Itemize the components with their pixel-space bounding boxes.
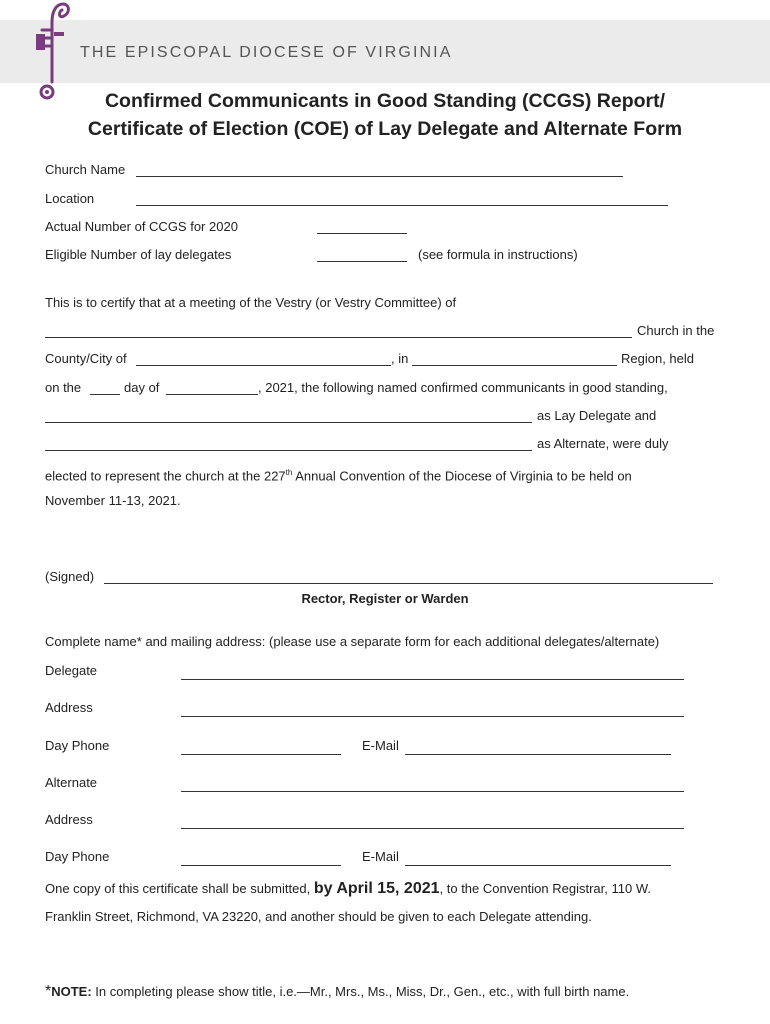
contacts-intro: Complete name* and mailing address: (please use a separate form for each additional delegates/alternate) — [45, 634, 660, 649]
region-field[interactable] — [412, 365, 617, 366]
convention-dates: November 11-13, 2021. — [45, 493, 181, 508]
lay-delegate-name-field[interactable] — [45, 422, 532, 423]
on-the-text: on the — [45, 380, 82, 395]
name-note: *NOTE: In completing please show title, i.e.—Mr., Mrs., Ms., Miss, Dr., Gen., etc., with full birth name. — [45, 983, 630, 1000]
delegate-day-phone-field[interactable] — [181, 754, 341, 755]
church-name-field[interactable] — [136, 176, 623, 177]
vestry-church-field[interactable] — [45, 337, 632, 338]
delegate-label: Delegate — [45, 663, 98, 678]
eligible-delegates-field[interactable] — [317, 261, 407, 262]
submission-line2: Franklin Street, Richmond, VA 23220, and another should be given to each Delegate attending. — [45, 909, 592, 924]
form-title-line2: Certificate of Election (COE) of Lay Delegate and Alternate Form — [87, 118, 683, 140]
county-city-field[interactable] — [136, 365, 391, 366]
meeting-month-field[interactable] — [166, 394, 258, 395]
elected-text: elected to represent the church at the 227th Annual Convention of the Diocese of Virginia to be held on — [45, 468, 632, 484]
year-text: , 2021, the following named confirmed communicants in good standing, — [258, 380, 668, 395]
meeting-day-field[interactable] — [90, 394, 120, 395]
location-label: Location — [45, 191, 95, 206]
church-in-the-text: Church in the — [637, 323, 715, 338]
in-text: , in — [391, 351, 409, 366]
org-name: THE EPISCOPAL DIOCESE OF VIRGINIA — [80, 44, 453, 61]
day-of-text: day of — [124, 380, 160, 395]
actual-ccgs-field[interactable] — [317, 233, 407, 234]
delegate-address-label: Address — [45, 700, 93, 715]
alternate-day-phone-field[interactable] — [181, 865, 341, 866]
form-title-line1: Confirmed Communicants in Good Standing (CCGS) Report/ — [104, 90, 666, 112]
signed-label: (Signed) — [45, 569, 95, 584]
delegate-name-field[interactable] — [181, 679, 684, 680]
alternate-name-field[interactable] — [45, 450, 532, 451]
as-alternate-text: as Alternate, were duly — [537, 436, 669, 451]
submission-line1: One copy of this certificate shall be submitted, by April 15, 2021, to the Convention Registrar, 110 W. — [45, 880, 652, 897]
location-field[interactable] — [136, 205, 668, 206]
as-lay-delegate-text: as Lay Delegate and — [537, 408, 657, 423]
delegate-email-field[interactable] — [405, 754, 671, 755]
certify-intro: This is to certify that at a meeting of the Vestry (or Vestry Committee) of — [45, 295, 457, 310]
alternate-label: Alternate — [45, 775, 98, 790]
signer-role: Rector, Register or Warden — [301, 591, 469, 606]
delegate-address-field[interactable] — [181, 716, 684, 717]
submission-deadline: by April 15, 2021 — [313, 880, 440, 897]
alternate-address-field[interactable] — [181, 828, 684, 829]
region-held-text: Region, held — [621, 351, 694, 366]
alternate-email-field[interactable] — [405, 865, 671, 866]
delegate-email-label: E-Mail — [362, 738, 399, 753]
signature-field[interactable] — [104, 583, 713, 584]
eligible-delegates-label: Eligible Number of lay delegates — [45, 247, 232, 262]
alternate-day-phone-label: Day Phone — [45, 849, 110, 864]
delegate-day-phone-label: Day Phone — [45, 738, 110, 753]
county-city-label: County/City of — [45, 351, 127, 366]
actual-ccgs-label: Actual Number of CCGS for 2020 — [45, 219, 238, 234]
alternate-email-label: E-Mail — [362, 849, 399, 864]
church-name-label: Church Name — [45, 162, 126, 177]
formula-note: (see formula in instructions) — [418, 247, 578, 262]
alternate-address-label: Address — [45, 812, 93, 827]
alternate-contact-name-field[interactable] — [181, 791, 684, 792]
